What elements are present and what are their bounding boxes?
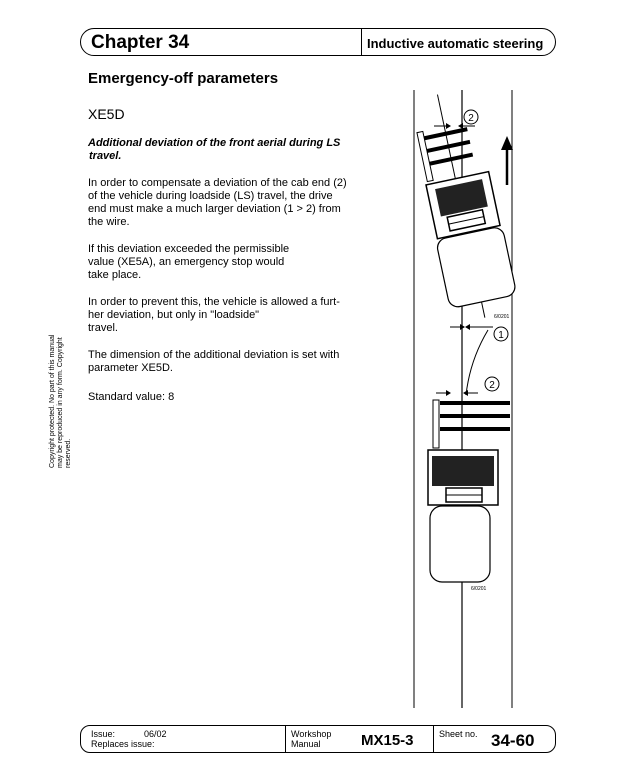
paragraph-line: In order to compensate a deviation of the cab end (2): [88, 177, 347, 189]
paragraph-line: her deviation, but only in "loadside": [88, 309, 260, 321]
paragraph-line: the wire.: [88, 216, 130, 228]
sheet-label: Sheet no.: [439, 729, 478, 739]
drive-unit: [430, 506, 490, 582]
dimension-arrow-icon: [463, 390, 468, 396]
replaces-issue-label: Replaces issue:: [91, 739, 155, 749]
paragraph-line: The dimension of the additional deviation is set with: [88, 349, 340, 361]
vehicle-deviated: [406, 87, 520, 324]
callout-label-1: 1: [498, 330, 504, 341]
footer-divider: [433, 726, 434, 752]
paragraph-line: of the vehicle during loadside (LS) travel, the drive: [88, 190, 333, 202]
paragraph-line: take place.: [88, 269, 142, 281]
paragraph-line: parameter XE5D.: [88, 362, 173, 374]
issue-label: Issue:: [91, 729, 116, 739]
fork-tine: [440, 414, 510, 418]
paragraph-line: end must make a much larger deviation (1 > 2) from: [88, 203, 341, 215]
paragraph-line: In order to prevent this, the vehicle is allowed a furt-: [88, 296, 340, 308]
callout-label-2: 2: [489, 380, 495, 391]
mast: [433, 400, 439, 448]
subheading-line: travel.: [89, 150, 122, 162]
callout-label-2: 2: [468, 113, 474, 124]
paragraph-line: travel.: [88, 322, 118, 334]
doc-type-line: Workshop: [291, 729, 332, 739]
vehicle-straight: [428, 377, 510, 592]
dimension-arrow-icon: [458, 123, 463, 129]
sheet-number: 34-60: [491, 731, 535, 750]
dimension-arrow-icon: [446, 390, 451, 396]
figure-code: 6/0201: [494, 314, 510, 320]
section-title: Emergency-off parameters: [88, 70, 279, 87]
fork-tine: [440, 401, 510, 405]
fork-tine: [440, 427, 510, 431]
issue-value: 06/02: [144, 729, 167, 739]
fork-tine: [423, 140, 471, 154]
figure-code: 6/0201: [471, 586, 487, 592]
doc-type-line: Manual: [291, 739, 321, 749]
fork-tine: [425, 153, 473, 167]
dimension-arrow-icon: [465, 324, 470, 330]
arrow-head-icon: [501, 136, 513, 150]
parameter-code: XE5D: [88, 106, 125, 122]
page-footer: [80, 725, 556, 753]
cab-roof: [432, 456, 494, 486]
paragraph-line: value (XE5A), an emergency stop would: [88, 256, 285, 268]
copyright-line: Copyright protected. No part of this manual: [49, 334, 56, 468]
model-number: MX15-3: [361, 732, 414, 749]
copyright-line: reserved.: [65, 438, 72, 468]
paragraph-line: If this deviation exceeded the permissible: [88, 243, 290, 255]
chapter-subject: Inductive automatic steering: [367, 36, 544, 51]
drive-unit: [436, 226, 517, 309]
copyright-line: may be reproduced in any form. Copyright: [57, 337, 64, 468]
paragraph-line: Standard value: 8: [88, 391, 175, 403]
dimension-arrow-icon: [446, 123, 451, 129]
fork-tine: [420, 127, 468, 141]
footer-divider: [285, 726, 286, 752]
chapter-title: Chapter 34: [91, 32, 190, 53]
subheading-line: Additional deviation of the front aerial during LS: [88, 137, 341, 149]
